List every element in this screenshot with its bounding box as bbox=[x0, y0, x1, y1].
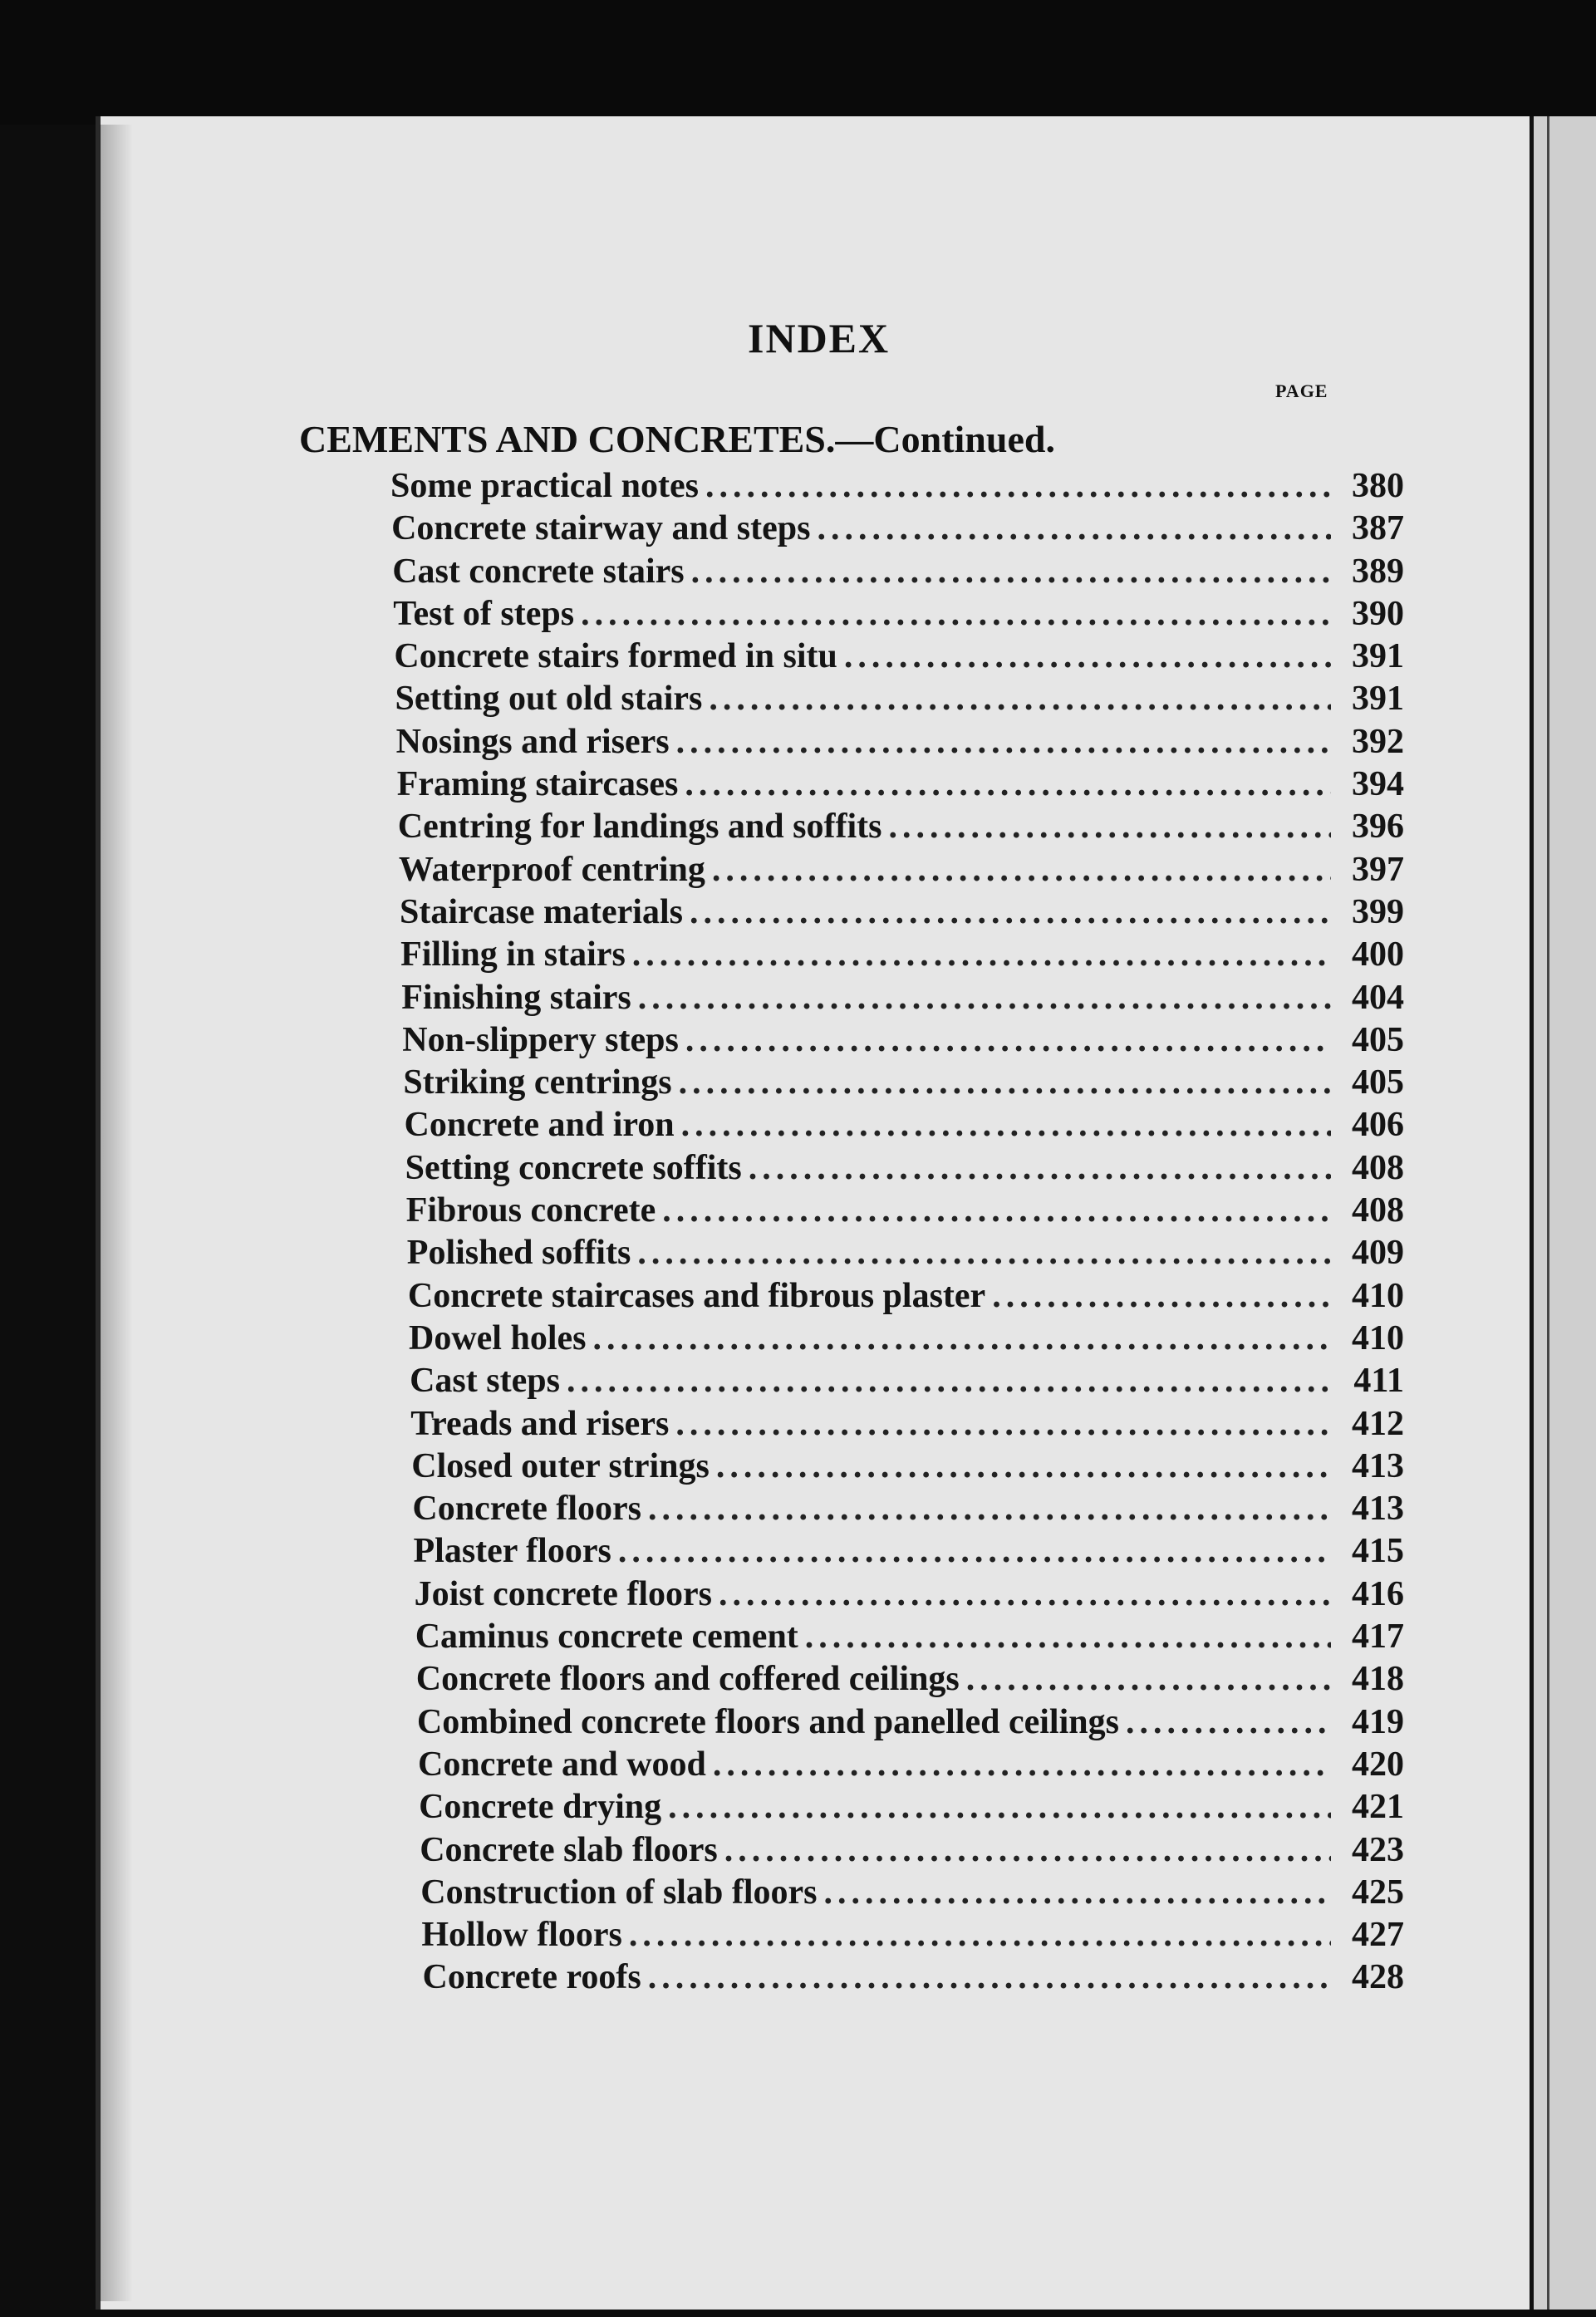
dot-leader bbox=[724, 1829, 1331, 1872]
index-entry-page-number: 415 bbox=[1352, 1532, 1404, 1571]
dot-leader bbox=[593, 1318, 1332, 1360]
index-entry-page-number: 425 bbox=[1352, 1873, 1404, 1912]
dot-leader bbox=[691, 551, 1331, 593]
page-title: INDEX bbox=[748, 315, 891, 361]
dot-leader bbox=[685, 1019, 1331, 1062]
index-entry-page-number: 420 bbox=[1352, 1745, 1404, 1784]
index-entry-page-number: 404 bbox=[1352, 978, 1404, 1017]
index-entry-page-number: 380 bbox=[1352, 467, 1404, 505]
index-entry-page-number: 409 bbox=[1352, 1234, 1404, 1273]
index-entry-label: Treads and risers bbox=[410, 1404, 670, 1443]
dot-leader bbox=[679, 1062, 1331, 1104]
index-entry bbox=[419, 1786, 1404, 1829]
index-entry-label: Concrete drying bbox=[419, 1788, 662, 1827]
dot-leader bbox=[719, 1573, 1331, 1616]
index-entry bbox=[401, 977, 1404, 1019]
index-entry-label: Hollow floors bbox=[421, 1916, 622, 1955]
index-entry bbox=[396, 721, 1404, 763]
index-entry-page-number: 391 bbox=[1352, 680, 1404, 719]
index-entry-label: Test of steps bbox=[393, 594, 575, 633]
index-entry bbox=[392, 551, 1404, 593]
dot-leader bbox=[805, 1616, 1331, 1658]
index-entry-page-number: 423 bbox=[1352, 1830, 1404, 1869]
dot-leader bbox=[690, 891, 1331, 934]
index-entry-label: Polished soffits bbox=[406, 1234, 631, 1273]
index-entry-label: Concrete floors and coffered ceilings bbox=[415, 1660, 960, 1699]
index-entry-label: Closed outer strings bbox=[411, 1446, 710, 1485]
index-entry-label: Concrete and wood bbox=[418, 1745, 706, 1784]
index-entry-label: Cast concrete stairs bbox=[392, 552, 685, 591]
dot-leader bbox=[749, 1147, 1331, 1190]
dot-leader bbox=[888, 806, 1331, 848]
index-entry-page-number: 399 bbox=[1352, 892, 1404, 931]
dot-leader bbox=[681, 1104, 1331, 1146]
dot-leader bbox=[716, 1446, 1331, 1488]
index-entry-label: Filling in stairs bbox=[400, 935, 626, 974]
index-entry bbox=[405, 1104, 1405, 1146]
index-entry bbox=[408, 1275, 1404, 1318]
facing-page-line bbox=[1547, 116, 1549, 2310]
index-entry bbox=[410, 1360, 1404, 1402]
index-entry-label: Construction of slab floors bbox=[420, 1873, 818, 1912]
index-entry-page-number: 413 bbox=[1352, 1446, 1404, 1485]
index-entry bbox=[421, 1914, 1404, 1956]
index-entry-page-number: 419 bbox=[1352, 1702, 1404, 1741]
index-entry bbox=[393, 593, 1404, 636]
dot-leader bbox=[675, 1403, 1331, 1446]
index-entry bbox=[400, 891, 1404, 934]
index-entry-label: Framing staircases bbox=[396, 765, 679, 804]
index-entry bbox=[399, 849, 1404, 891]
index-entry-page-number: 394 bbox=[1352, 765, 1404, 804]
index-entry bbox=[418, 1744, 1404, 1786]
dot-leader bbox=[581, 593, 1331, 636]
dot-leader bbox=[662, 1190, 1331, 1232]
facing-page-edge bbox=[1530, 116, 1596, 2310]
index-entry-page-number: 416 bbox=[1352, 1574, 1404, 1613]
index-entry bbox=[416, 1658, 1404, 1701]
index-entry bbox=[405, 1147, 1404, 1190]
dot-leader bbox=[567, 1360, 1331, 1402]
index-entry-page-number: 421 bbox=[1352, 1788, 1404, 1827]
index-entry bbox=[400, 934, 1404, 976]
dot-leader bbox=[966, 1658, 1331, 1701]
index-entry-label: Concrete stairs formed in situ bbox=[394, 637, 837, 676]
index-entry-label: Plaster floors bbox=[413, 1532, 611, 1571]
index-entry-page-number: 410 bbox=[1352, 1318, 1404, 1357]
dot-leader bbox=[629, 1914, 1331, 1956]
dot-leader bbox=[823, 1872, 1331, 1914]
dot-leader bbox=[992, 1275, 1331, 1318]
index-entry-label: Joist concrete floors bbox=[414, 1574, 713, 1613]
dot-leader bbox=[632, 934, 1331, 976]
page-column-heading: PAGE bbox=[1275, 380, 1328, 401]
index-entry bbox=[417, 1701, 1404, 1744]
index-entry-label: Non-slippery steps bbox=[402, 1020, 679, 1059]
index-entry bbox=[407, 1232, 1404, 1274]
dot-leader bbox=[817, 508, 1331, 550]
index-entry-label: Concrete stairway and steps bbox=[391, 509, 811, 548]
index-entry-page-number: 389 bbox=[1352, 552, 1404, 591]
index-entry-label: Concrete staircases and fibrous plaster bbox=[407, 1276, 986, 1315]
index-entry-label: Concrete roofs bbox=[422, 1958, 641, 1997]
index-entry-label: Combined concrete floors and panelled ceilings bbox=[416, 1702, 1119, 1741]
index-entry bbox=[409, 1318, 1404, 1360]
index-entry bbox=[397, 763, 1404, 806]
index-entry bbox=[415, 1573, 1404, 1616]
index-entry-page-number: 397 bbox=[1352, 850, 1404, 889]
index-entry-label: Caminus concrete cement bbox=[415, 1617, 798, 1657]
index-entry-page-number: 417 bbox=[1352, 1617, 1404, 1657]
index-entry-page-number: 396 bbox=[1352, 808, 1404, 847]
index-entry-page-number: 413 bbox=[1352, 1490, 1404, 1529]
index-entry-label: Waterproof centring bbox=[398, 850, 705, 889]
dot-leader bbox=[709, 678, 1331, 720]
index-entry-label: Cast steps bbox=[410, 1362, 560, 1401]
index-entry-page-number: 390 bbox=[1352, 594, 1404, 633]
index-entry-page-number: 412 bbox=[1352, 1404, 1404, 1443]
index-entry-label: Fibrous concrete bbox=[405, 1191, 656, 1230]
index-entry-label: Setting out old stairs bbox=[395, 680, 703, 719]
index-entry-page-number: 405 bbox=[1352, 1063, 1404, 1102]
dot-leader bbox=[685, 763, 1331, 806]
index-entry bbox=[390, 465, 1404, 508]
index-entry-page-number: 411 bbox=[1353, 1362, 1404, 1401]
index-entry-page-number: 427 bbox=[1352, 1916, 1404, 1955]
index-entry-page-number: 391 bbox=[1352, 637, 1404, 676]
index-entry-list bbox=[390, 465, 1404, 2000]
dot-leader bbox=[712, 849, 1331, 891]
index-entry-page-number: 406 bbox=[1352, 1106, 1404, 1145]
index-entry-page-number: 418 bbox=[1352, 1660, 1404, 1699]
index-entry-page-number: 405 bbox=[1352, 1020, 1404, 1059]
index-entry-label: Staircase materials bbox=[400, 892, 683, 931]
dot-leader bbox=[638, 977, 1331, 1019]
dot-leader bbox=[618, 1530, 1331, 1573]
index-entry bbox=[394, 636, 1404, 678]
dot-leader bbox=[1126, 1701, 1331, 1744]
dot-leader bbox=[713, 1744, 1331, 1786]
index-entry-page-number: 387 bbox=[1352, 509, 1404, 548]
index-entry-page-number: 428 bbox=[1352, 1958, 1404, 1997]
scan-background bbox=[0, 0, 1596, 125]
dot-leader bbox=[705, 465, 1331, 508]
index-entry-label: Striking centrings bbox=[403, 1063, 672, 1102]
dot-leader bbox=[676, 721, 1331, 763]
index-entry-page-number: 392 bbox=[1352, 722, 1404, 761]
index-entry-page-number: 410 bbox=[1352, 1276, 1404, 1315]
index-entry bbox=[411, 1446, 1404, 1488]
index-entry bbox=[395, 678, 1405, 720]
dot-leader bbox=[844, 636, 1331, 678]
index-entry-label: Centring for landings and soffits bbox=[397, 808, 882, 847]
dot-leader bbox=[648, 1488, 1331, 1530]
index-entry-label: Setting concrete soffits bbox=[405, 1148, 742, 1187]
dot-leader bbox=[648, 1956, 1331, 1999]
index-entry-label: Concrete floors bbox=[412, 1490, 642, 1529]
index-entry-label: Finishing stairs bbox=[401, 978, 631, 1017]
index-entry bbox=[410, 1403, 1404, 1446]
index-entry-label: Concrete and iron bbox=[404, 1106, 675, 1145]
index-entry-label: Some practical notes bbox=[390, 467, 699, 505]
index-entry-label: Dowel holes bbox=[409, 1318, 587, 1357]
dot-leader bbox=[637, 1232, 1331, 1274]
index-entry-page-number: 408 bbox=[1352, 1191, 1404, 1230]
dot-leader bbox=[668, 1786, 1331, 1829]
index-entry bbox=[391, 508, 1404, 550]
index-entry bbox=[420, 1872, 1404, 1914]
index-entry-page-number: 408 bbox=[1352, 1148, 1404, 1187]
index-entry bbox=[423, 1956, 1405, 1999]
index-entry-page-number: 400 bbox=[1352, 935, 1404, 974]
index-entry-label: Concrete slab floors bbox=[420, 1830, 718, 1869]
index-entry bbox=[402, 1019, 1404, 1062]
index-entry bbox=[412, 1488, 1404, 1530]
page-gutter-shadow bbox=[100, 125, 133, 2301]
index-entry bbox=[403, 1062, 1404, 1104]
index-entry bbox=[420, 1829, 1404, 1872]
index-entry-label: Nosings and risers bbox=[395, 722, 670, 761]
index-entry bbox=[415, 1616, 1404, 1658]
index-entry bbox=[414, 1530, 1405, 1573]
index-entry bbox=[406, 1190, 1404, 1232]
index-entry bbox=[398, 806, 1404, 848]
section-heading: CEMENTS AND CONCRETES.—Continued. bbox=[299, 418, 1055, 460]
